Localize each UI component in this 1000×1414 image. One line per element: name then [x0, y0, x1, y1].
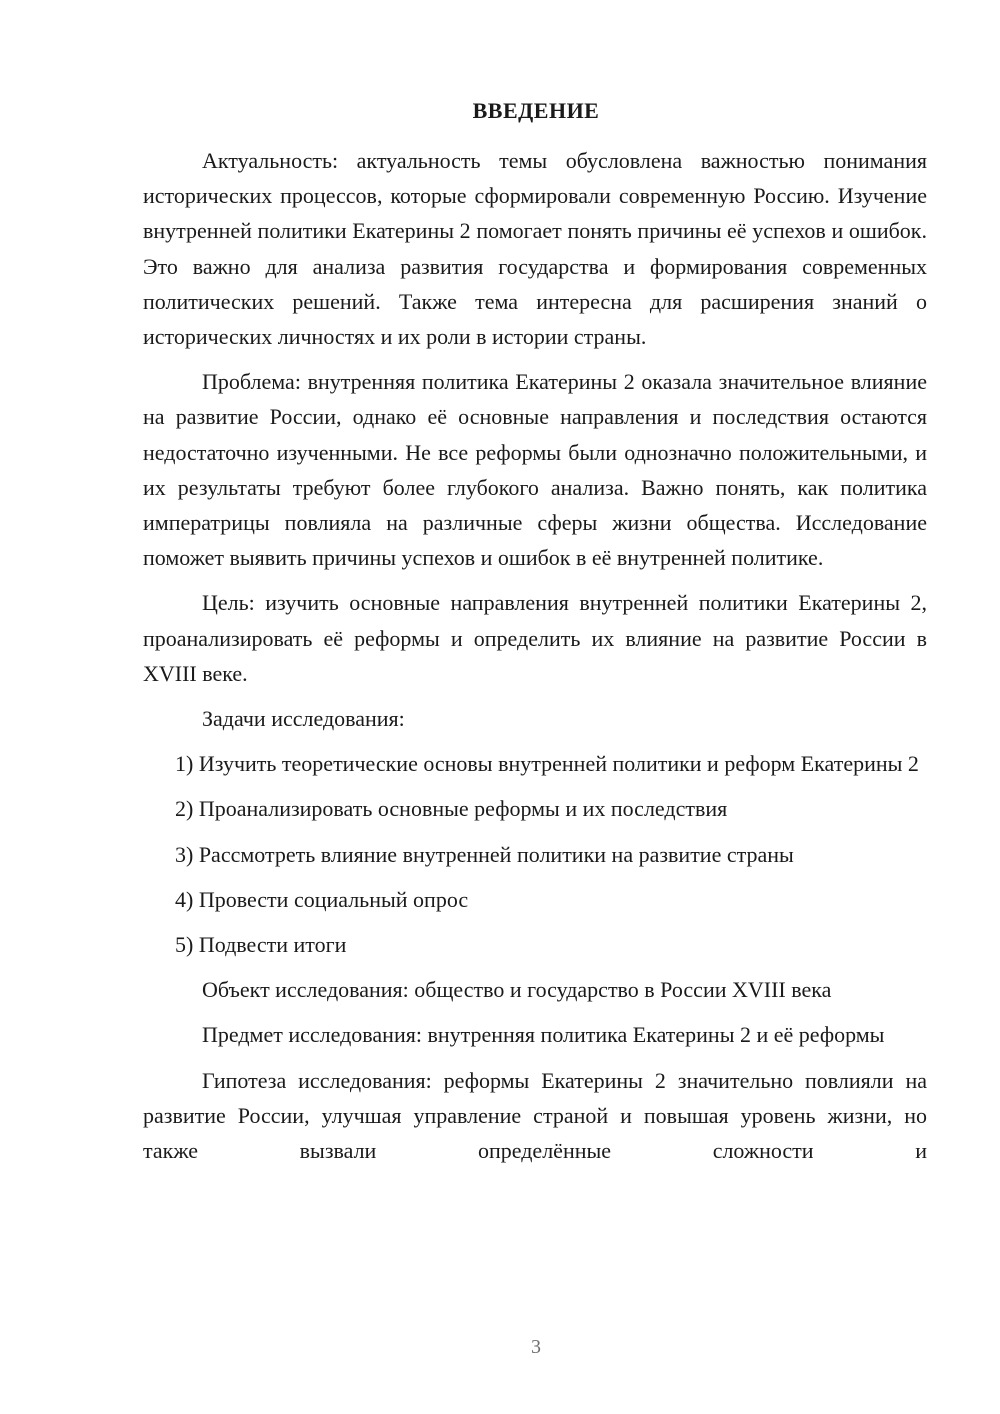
paragraph-actuality: Актуальность: актуальность темы обусловлена важностью понимания исторических процессов, которые сформировали современную Россию. Изучение внутренней политики Екатерины 2 помогает понять причины её успехов и ошибок. Это важно для анализа развития государства и формирования современных политических решений. Также тема интересна для расширения знаний о исторических личностях и их роли в истории страны.: [143, 148, 927, 350]
tasks-heading: Задачи исследования:: [202, 706, 405, 732]
paragraph-goal: Цель: изучить основные направления внутренней политики Екатерины 2, проанализировать её реформы и определить их влияние на развитие России в XVIII веке.: [143, 590, 927, 686]
task-item-1: 1) Изучить теоретические основы внутренней политики и реформ Екатерины 2: [175, 751, 919, 777]
paragraph-object: Объект исследования: общество и государство в России XVIII века: [202, 977, 832, 1003]
paragraph-hypothesis: Гипотеза исследования: реформы Екатерины 2 значительно повлияли на развитие России, улучшая управление страной и повышая уровень жизни, но также вызвали определённые сложности и: [143, 1067, 927, 1164]
page-number: 3: [531, 1336, 541, 1358]
task-item-2: 2) Проанализировать основные реформы и их последствия: [175, 796, 728, 822]
page-title: ВВЕДЕНИЕ: [472, 98, 600, 123]
task-item-3: 3) Рассмотреть влияние внутренней политики на развитие страны: [175, 841, 794, 867]
task-item-4: 4) Провести социальный опрос: [175, 886, 469, 912]
paragraph-problem: Проблема: внутренняя политика Екатерины 2 оказала значительное влияние на развитие России, однако её основные направления и последствия остаются недостаточно изученными. Не все реформы были однозначно положительными, и их результаты требуют более глубокого анализа. Важно понять, как политика императрицы повлияла на различные сферы жизни общества. Исследование поможет выявить причины успехов и ошибок в её внутренней политике.: [143, 369, 927, 571]
task-item-5: 5) Подвести итоги: [175, 932, 347, 958]
document-body: [143, 143, 927, 1178]
paragraph-subject: Предмет исследования: внутренняя политика Екатерины 2 и её реформы: [202, 1022, 885, 1048]
